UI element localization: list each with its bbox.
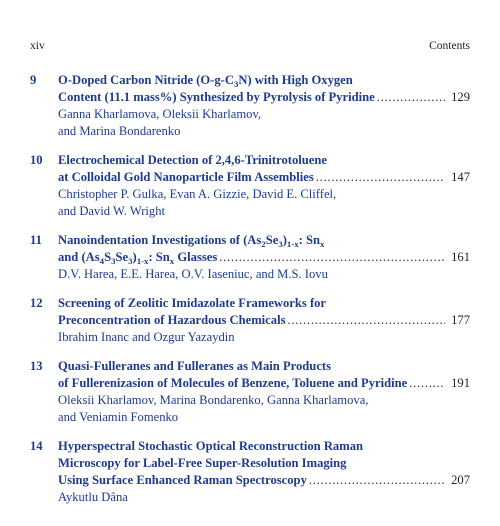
chapter-authors: Ibrahim Inanc and Ozgur Yazaydin [58,330,235,344]
page-number[interactable]: 207 [451,473,470,487]
title-text: Quasi-Fulleranes and Fulleranes as Main Products [58,359,331,373]
table-of-contents [30,72,470,518]
title-text: and (As [58,250,100,264]
title-text: O-Doped Carbon Nitride (O-g-C [58,73,234,87]
toc-entry[interactable] [30,295,470,346]
page-number[interactable]: 161 [451,250,470,264]
running-head-section: Contents [429,40,470,52]
title-text: Se [265,233,279,247]
chapter-authors: Ganna Kharlamova, Oleksii Kharlamov, [58,107,262,121]
chapter-title-line[interactable] [58,375,470,392]
title-text: Se [115,250,129,264]
chapter-number: 9 [30,73,37,87]
subscript: 3 [233,79,239,89]
subscript: x [169,256,175,266]
chapter-number: 11 [30,233,42,247]
chapter-title-line[interactable] [58,72,470,89]
title-text: Preconcentration of Hazardous Chemicals [58,313,286,327]
chapter-authors: and David W. Wright [58,204,165,218]
subscript: 4 [99,256,105,266]
chapter-title-line[interactable] [58,472,470,489]
toc-entry[interactable] [30,358,470,426]
chapter-authors: Aykutlu Dâna [58,490,128,504]
chapter-authors: Oleksii Kharlamov, Marina Bondarenko, Ganna Kharlamova, [58,393,369,407]
dot-leader [377,89,445,106]
subscript: 3 [128,256,133,266]
chapter-authors: Christopher P. Gulka, Evan A. Gizzie, David E. Cliffel, [58,187,337,201]
title-text: Glasses [174,250,218,264]
dot-leader [316,169,445,186]
dot-leader [309,472,445,489]
subscript: 3 [111,256,116,266]
running-head [30,38,470,54]
title-text: ) [132,250,137,264]
chapter-authors: D.V. Harea, E.E. Harea, O.V. Iaseniuc, and M.S. Iovu [58,267,328,281]
toc-entry[interactable] [30,438,470,506]
chapter-authors: and Veniamin Fomenko [58,410,179,424]
toc-entry[interactable] [30,72,470,140]
chapter-title-line[interactable] [58,89,470,106]
chapter-title-line[interactable] [58,169,470,186]
chapter-title-line[interactable] [58,438,470,455]
subscript: 1-x [136,256,149,266]
subscript: 1-x [286,239,299,249]
chapter-number: 14 [30,439,43,453]
chapter-title-line[interactable] [58,455,470,472]
chapter-number: 13 [30,359,43,373]
title-text: Microscopy for Label-Free Super-Resolution Imaging [58,456,347,470]
page-number[interactable]: 129 [451,90,470,104]
toc-entry[interactable] [30,152,470,220]
title-text: : Sn [298,233,320,247]
dot-leader [409,375,445,392]
page-number[interactable]: 177 [451,313,470,327]
title-text: Electrochemical Detection of 2,4,6-Trinitrotoluene [58,153,327,167]
title-text: Screening of Zeolitic Imidazolate Frameworks for [58,296,327,310]
chapter-title-line[interactable] [58,295,470,312]
title-text: Content (11.1 mass%) Synthesized by Pyrolysis of Pyridine [58,90,375,104]
chapter-title-line[interactable] [58,312,470,329]
title-text: at Colloidal Gold Nanoparticle Film Assemblies [58,170,314,184]
dot-leader [219,249,445,266]
subscript: 3 [278,239,283,249]
chapter-title-line[interactable] [58,152,470,169]
page-number[interactable]: 191 [451,376,470,390]
title-text: Using Surface Enhanced Raman Spectroscopy [58,473,307,487]
chapter-title-line[interactable] [58,358,470,375]
chapter-number: 10 [30,153,43,167]
toc-entry[interactable] [30,232,470,283]
title-text: of Fullerenizasion of Molecules of Benzene, Toluene and Pyridine [58,376,408,390]
title-text: Hyperspectral Stochastic Optical Reconstruction Raman [58,439,364,453]
title-text: ) [282,233,287,247]
chapter-authors: and Marina Bondarenko [58,124,181,138]
title-text: Nanoindentation Investigations of (As [58,233,262,247]
title-text: N) with High Oxygen [238,73,353,87]
page-number[interactable]: 147 [451,170,470,184]
dot-leader [287,312,445,329]
chapter-title-line[interactable] [58,232,470,249]
running-head-page-number: xiv [30,40,45,52]
subscript: x [320,239,325,249]
chapter-title-line[interactable] [58,249,470,266]
title-text: : Sn [148,250,170,264]
title-text: S [104,250,112,264]
chapter-number: 12 [30,296,43,310]
subscript: 2 [261,239,266,249]
